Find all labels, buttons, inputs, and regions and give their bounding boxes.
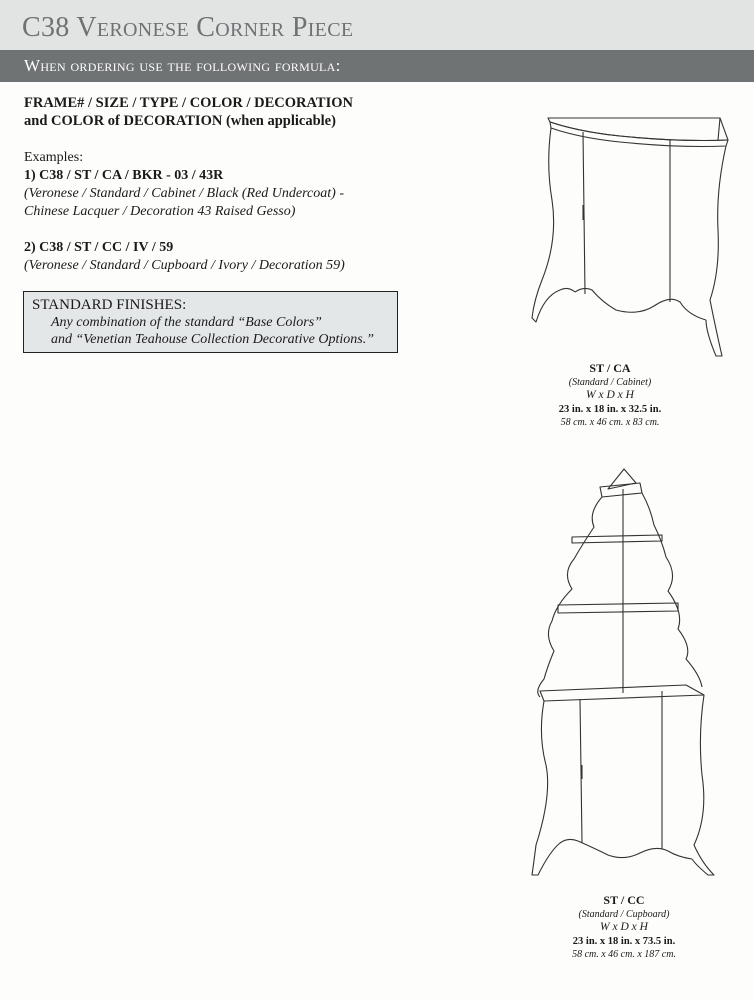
example-2-desc: (Veronese / Standard / Cupboard / Ivory / Decoration 59) — [24, 258, 345, 273]
cupboard-base-right — [692, 695, 714, 875]
cabinet-back-edge — [718, 118, 720, 140]
examples-label: Examples: — [24, 150, 84, 165]
subtitle-bar — [0, 50, 754, 82]
page-title: C38 Veronese Corner Piece — [22, 12, 354, 43]
finishes-line-1: Any combination of the standard “Base Colors” — [51, 315, 322, 330]
cupboard-dims-inches: 23 in. x 18 in. x 73.5 in. — [572, 935, 676, 947]
cabinet-illustration — [520, 110, 735, 360]
ordering-section — [24, 94, 404, 275]
title-bar — [0, 0, 754, 50]
example-1-desc-line-2: Chinese Lacquer / Decoration 43 Raised Gesso) — [24, 204, 296, 219]
cupboard-left-profile — [538, 497, 602, 697]
cupboard-shelf-2 — [558, 603, 678, 613]
ordering-instruction: When ordering use the following formula: — [24, 56, 341, 75]
cupboard-base-top — [540, 685, 704, 701]
example-1-code: 1) C38 / ST / CA / BKR - 03 / 43R — [24, 168, 224, 183]
cupboard-illustration — [528, 465, 723, 885]
cabinet-dims-label: W x D x H — [586, 389, 634, 401]
finishes-line-2: and “Venetian Teahouse Collection Decorative Options.” — [51, 332, 375, 347]
cupboard-dims-label: W x D x H — [600, 921, 648, 933]
cabinet-dims-inches: 23 in. x 18 in. x 32.5 in. — [558, 403, 662, 415]
cupboard-base-front — [578, 841, 692, 859]
formula-line-2: and COLOR of DECORATION (when applicable) — [24, 113, 336, 129]
cabinet-dims-cm: 58 cm. x 46 cm. x 83 cm. — [560, 417, 660, 428]
cabinet-left-leg — [532, 128, 575, 322]
caption-cupboard — [524, 894, 724, 962]
standard-finishes-box — [23, 291, 398, 353]
cupboard-top-shelf — [600, 483, 642, 497]
formula-line-1: FRAME# / SIZE / TYPE / COLOR / DECORATION — [24, 95, 353, 111]
example-2-code: 2) C38 / ST / CC / IV / 59 — [24, 240, 174, 255]
finishes-title: STANDARD FINISHES: — [32, 297, 187, 313]
cupboard-base-left — [532, 701, 578, 875]
example-1-desc-line-1: (Veronese / Standard / Cabinet / Black (Red Undercoat) - — [24, 186, 344, 201]
cupboard-shelf-1 — [572, 535, 662, 543]
cabinet-top-edge — [550, 122, 728, 147]
cupboard-dims-cm: 58 cm. x 46 cm. x 187 cm. — [572, 949, 676, 960]
cabinet-desc: (Standard / Cabinet) — [568, 376, 652, 388]
caption-cabinet — [510, 362, 710, 430]
cabinet-front-left — [575, 288, 706, 320]
cabinet-right-leg — [706, 146, 726, 356]
cupboard-right-profile — [642, 493, 702, 687]
cupboard-code: ST / CC — [603, 893, 645, 907]
cabinet-code: ST / CA — [589, 361, 631, 375]
cupboard-desc: (Standard / Cupboard) — [578, 908, 670, 920]
